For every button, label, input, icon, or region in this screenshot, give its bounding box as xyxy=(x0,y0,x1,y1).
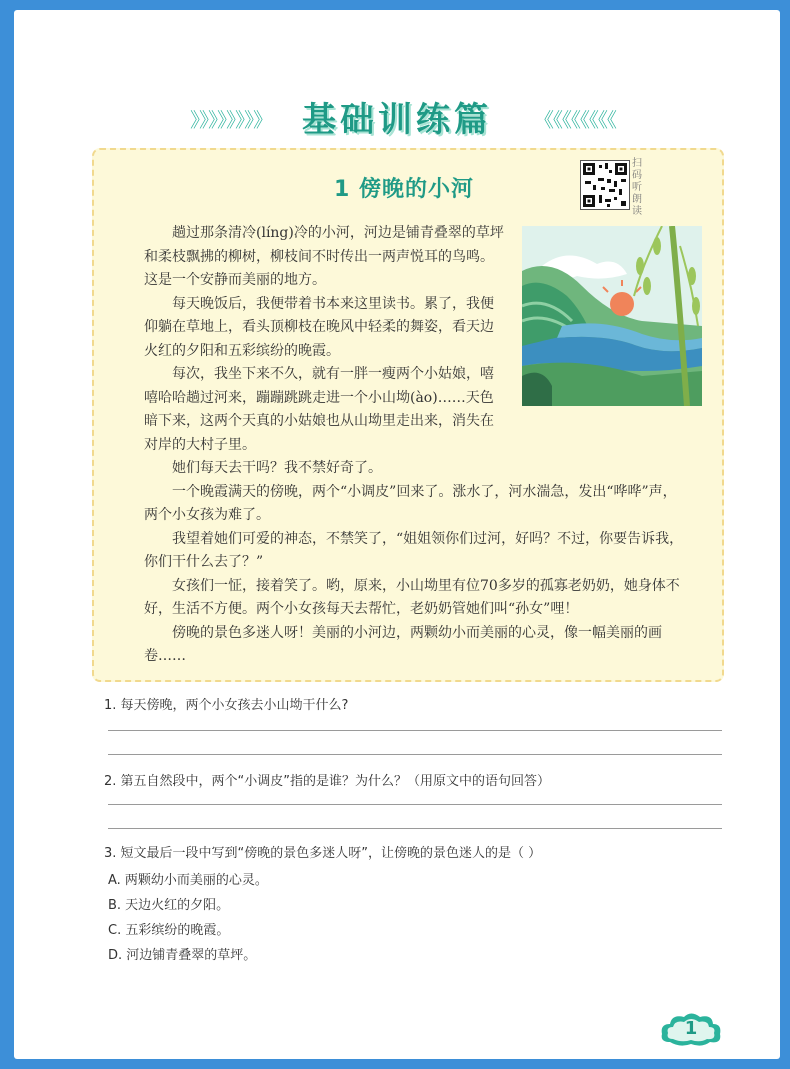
question-2: 2. 第五自然段中，两个“小调皮”指的是谁？为什么？（用原文中的语句回答） xyxy=(104,774,551,789)
answer-line[interactable] xyxy=(108,804,722,805)
story-box xyxy=(92,148,724,682)
story-text xyxy=(144,222,684,669)
qr-code-icon[interactable] xyxy=(580,160,630,210)
chevrons-right-icon: 《《《《《《《《 xyxy=(534,108,616,132)
section-header xyxy=(14,92,780,142)
answer-line[interactable] xyxy=(108,730,722,731)
answer-line[interactable] xyxy=(108,754,722,755)
page-number: 1 xyxy=(684,1018,698,1039)
option-d[interactable]: D. 河边铺青叠翠的草坪。 xyxy=(108,948,257,963)
question-3: 3. 短文最后一段中写到“傍晚的景色多迷人呀”，让傍晚的景色迷人的是（ ） xyxy=(104,846,542,861)
section-title: 基础训练篇 xyxy=(302,100,492,140)
story-paragraph: 一个晚霞满天的傍晚，两个“小调皮”回来了。涨水了，河水湍急，发出“哗哗”声，两个小女孩为难了。 xyxy=(144,483,677,523)
question-1: 1. 每天傍晚，两个小女孩去小山坳干什么? xyxy=(104,698,349,713)
story-paragraph: 趟过那条清冷(líng)冷的小河，河边是铺青叠翠的草坪和柔枝飘拂的柳树，柳枝间不时传出一两声悦耳的鸟鸣。这是一个安静而美丽的地方。 xyxy=(144,225,504,288)
story-paragraph: 每次，我坐下来不久，就有一胖一瘦两个小姑娘，嘻嘻哈哈趟过河来，蹦蹦跳跳走进一个小山坳(ào)……天色暗下来，这两个天真的小姑娘也从山坳里走出来，消失在对岸的大村子里。 xyxy=(144,366,494,453)
story-paragraph: 傍晚的景色多迷人呀！美丽的小河边，两颗幼小而美丽的心灵，像一幅美丽的画卷…… xyxy=(144,624,662,664)
story-paragraph: 每天晚饭后，我便带着书本来这里读书。累了，我便仰躺在草地上，看头顶柳枝在晚风中轻柔的舞姿，看天边火红的夕阳和五彩缤纷的晚霞。 xyxy=(144,295,494,359)
story-paragraph: 我望着她们可爱的神态，不禁笑了，“姐姐领你们过河，好吗？不过，你要告诉我，你们干什么去了？” xyxy=(144,530,684,570)
qr-label: 扫码听朗读 xyxy=(632,158,642,217)
page xyxy=(14,10,780,1059)
option-c[interactable]: C. 五彩缤纷的晚霞。 xyxy=(108,923,230,938)
chevrons-left-icon: 》》》》》》》》 xyxy=(190,108,272,132)
option-b[interactable]: B. 天边火红的夕阳。 xyxy=(108,898,230,913)
answer-line[interactable] xyxy=(108,828,722,829)
option-a[interactable]: A. 两颗幼小而美丽的心灵。 xyxy=(108,873,268,888)
story-title: 1 傍晚的小河 xyxy=(334,177,474,202)
page-number-badge xyxy=(660,1012,722,1048)
story-paragraph: 女孩们一怔，接着笑了。哟，原来，小山坳里有位70多岁的孤寡老奶奶，她身体不好，生活不方便。两个小女孩每天去帮忙，老奶奶管她们叫“孙女”哩！ xyxy=(144,577,680,617)
story-paragraph: 她们每天去干吗？我不禁好奇了。 xyxy=(172,460,382,476)
